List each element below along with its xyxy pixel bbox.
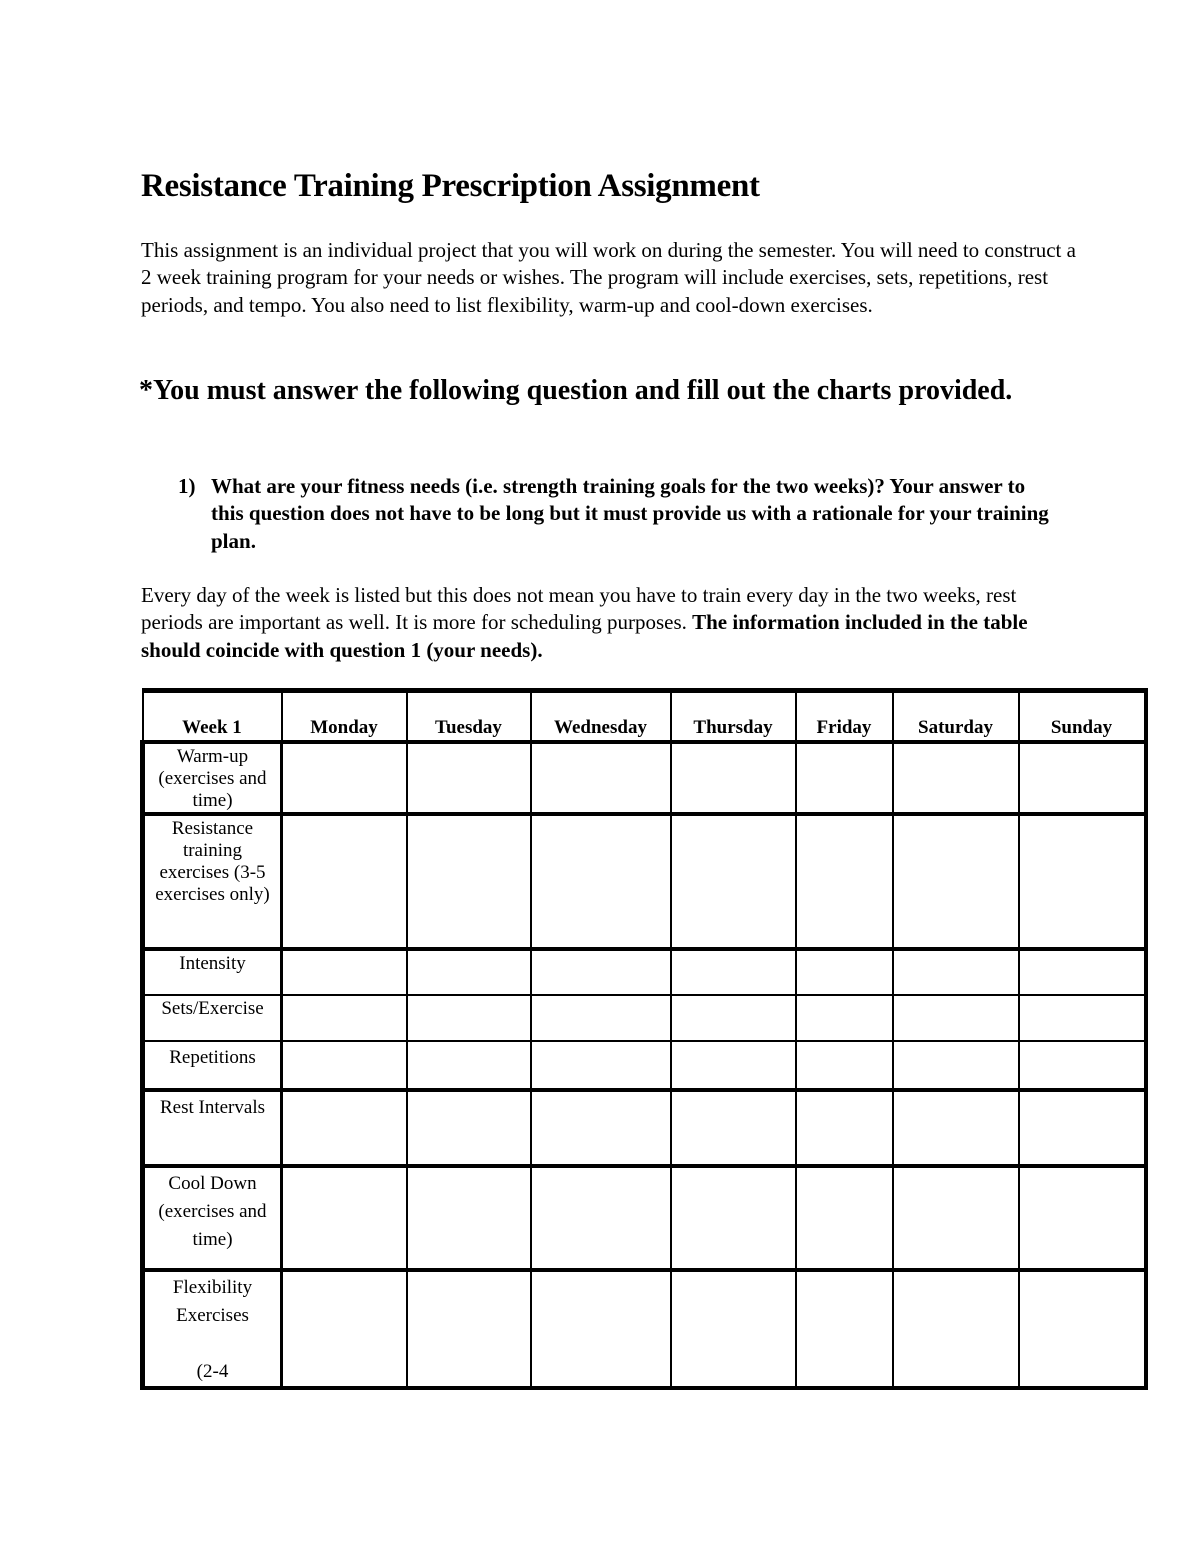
header-day: Sunday bbox=[1019, 691, 1146, 743]
header-week-label: Week 1 bbox=[143, 691, 282, 743]
table-cell[interactable] bbox=[796, 1166, 893, 1270]
table-cell[interactable] bbox=[671, 1166, 796, 1270]
table-cell[interactable] bbox=[282, 1090, 407, 1166]
table-cell[interactable] bbox=[671, 995, 796, 1041]
document-title: Resistance Training Prescription Assignment bbox=[141, 168, 760, 204]
row-label-warm-up: Warm-up (exercises and time) bbox=[143, 742, 282, 814]
table-cell[interactable] bbox=[671, 949, 796, 995]
week-1-schedule-table bbox=[140, 688, 1148, 1390]
table-cell[interactable] bbox=[282, 949, 407, 995]
table-row bbox=[143, 1166, 1146, 1270]
table-cell[interactable] bbox=[1019, 995, 1146, 1041]
header-row bbox=[143, 691, 1146, 743]
table-row bbox=[143, 995, 1146, 1041]
table-row bbox=[143, 742, 1146, 814]
table-cell[interactable] bbox=[531, 1090, 671, 1166]
table-cell[interactable] bbox=[796, 1270, 893, 1388]
note-text: Every day of the week is listed but this does not mean you have to train every day in the two weeks, rest periods are important as well. It is more for scheduling purposes. bbox=[141, 583, 1017, 635]
table-cell[interactable] bbox=[796, 1041, 893, 1090]
table-cell[interactable] bbox=[893, 1090, 1019, 1166]
header-day: Tuesday bbox=[407, 691, 531, 743]
table-cell[interactable] bbox=[282, 1041, 407, 1090]
table-row bbox=[143, 1041, 1146, 1090]
table-cell[interactable] bbox=[407, 1166, 531, 1270]
intro-paragraph: This assignment is an individual project that you will work on during the semester. You will need to construct a 2 week training program for your needs or wishes. The program will include exercises, sets, repetitions, rest periods, and tempo. You also need to list flexibility, warm-up and cool-down exercises. bbox=[141, 238, 1076, 317]
row-label-rest-intervals: Rest Intervals bbox=[143, 1090, 282, 1166]
table-cell[interactable] bbox=[671, 1090, 796, 1166]
table-cell[interactable] bbox=[407, 1090, 531, 1166]
row-label-repetitions: Repetitions bbox=[143, 1041, 282, 1090]
table-cell[interactable] bbox=[893, 1270, 1019, 1388]
table-cell[interactable] bbox=[407, 742, 531, 814]
table-cell[interactable] bbox=[1019, 1270, 1146, 1388]
table-cell[interactable] bbox=[1019, 1166, 1146, 1270]
table-cell[interactable] bbox=[282, 995, 407, 1041]
table-cell[interactable] bbox=[796, 814, 893, 949]
row-label-cool-down: Cool Down (exercises and time) bbox=[143, 1166, 282, 1270]
header-day: Wednesday bbox=[531, 691, 671, 743]
table-cell[interactable] bbox=[407, 814, 531, 949]
header-day: Thursday bbox=[671, 691, 796, 743]
table-cell[interactable] bbox=[796, 949, 893, 995]
table-cell[interactable] bbox=[893, 814, 1019, 949]
note-bold-text: The information included in the table should coincide with question 1 (your needs). bbox=[141, 610, 1028, 662]
table-cell[interactable] bbox=[1019, 1041, 1146, 1090]
table-cell[interactable] bbox=[893, 1166, 1019, 1270]
table-row bbox=[143, 1270, 1146, 1388]
table-cell[interactable] bbox=[531, 1270, 671, 1388]
row-label-sets: Sets/Exercise bbox=[143, 995, 282, 1041]
question-number: 1) bbox=[178, 474, 196, 498]
row-label-resistance: Resistance training exercises (3-5 exercises only) bbox=[143, 814, 282, 949]
table-cell[interactable] bbox=[407, 1270, 531, 1388]
table-cell[interactable] bbox=[531, 1166, 671, 1270]
table-cell[interactable] bbox=[1019, 1090, 1146, 1166]
table-cell[interactable] bbox=[282, 1166, 407, 1270]
table-cell[interactable] bbox=[407, 949, 531, 995]
table-cell[interactable] bbox=[893, 1041, 1019, 1090]
table-cell[interactable] bbox=[531, 814, 671, 949]
table-cell[interactable] bbox=[796, 1090, 893, 1166]
header-day: Monday bbox=[282, 691, 407, 743]
question-1 bbox=[178, 473, 1058, 555]
table-cell[interactable] bbox=[1019, 742, 1146, 814]
row-label-flexibility: Flexibility Exercises (2-4 bbox=[143, 1270, 282, 1388]
table-cell[interactable] bbox=[531, 995, 671, 1041]
table-cell[interactable] bbox=[671, 742, 796, 814]
table-cell[interactable] bbox=[407, 995, 531, 1041]
table-cell[interactable] bbox=[531, 742, 671, 814]
table-cell[interactable] bbox=[407, 1041, 531, 1090]
table-cell[interactable] bbox=[282, 814, 407, 949]
table-cell[interactable] bbox=[893, 742, 1019, 814]
table-cell[interactable] bbox=[282, 742, 407, 814]
header-day: Friday bbox=[796, 691, 893, 743]
table-cell[interactable] bbox=[893, 995, 1019, 1041]
table-cell[interactable] bbox=[893, 949, 1019, 995]
table-cell[interactable] bbox=[671, 1270, 796, 1388]
question-text: What are your fitness needs (i.e. strength training goals for the two weeks)? Your answer to this question does not have to be long but it must provide us with a rationale for your training plan. bbox=[211, 474, 1049, 553]
note-paragraph bbox=[141, 582, 1061, 664]
row-label-intensity: Intensity bbox=[143, 949, 282, 995]
instruction-heading: *You must answer the following question and fill out the charts provided. bbox=[139, 375, 1013, 406]
table-cell[interactable] bbox=[796, 995, 893, 1041]
table-cell[interactable] bbox=[796, 742, 893, 814]
table-cell[interactable] bbox=[531, 1041, 671, 1090]
table-row bbox=[143, 949, 1146, 995]
table-cell[interactable] bbox=[671, 1041, 796, 1090]
table-cell[interactable] bbox=[282, 1270, 407, 1388]
header-day: Saturday bbox=[893, 691, 1019, 743]
table-cell[interactable] bbox=[531, 949, 671, 995]
table-row bbox=[143, 1090, 1146, 1166]
table-cell[interactable] bbox=[1019, 949, 1146, 995]
table-cell[interactable] bbox=[671, 814, 796, 949]
table-row bbox=[143, 814, 1146, 949]
table-cell[interactable] bbox=[1019, 814, 1146, 949]
